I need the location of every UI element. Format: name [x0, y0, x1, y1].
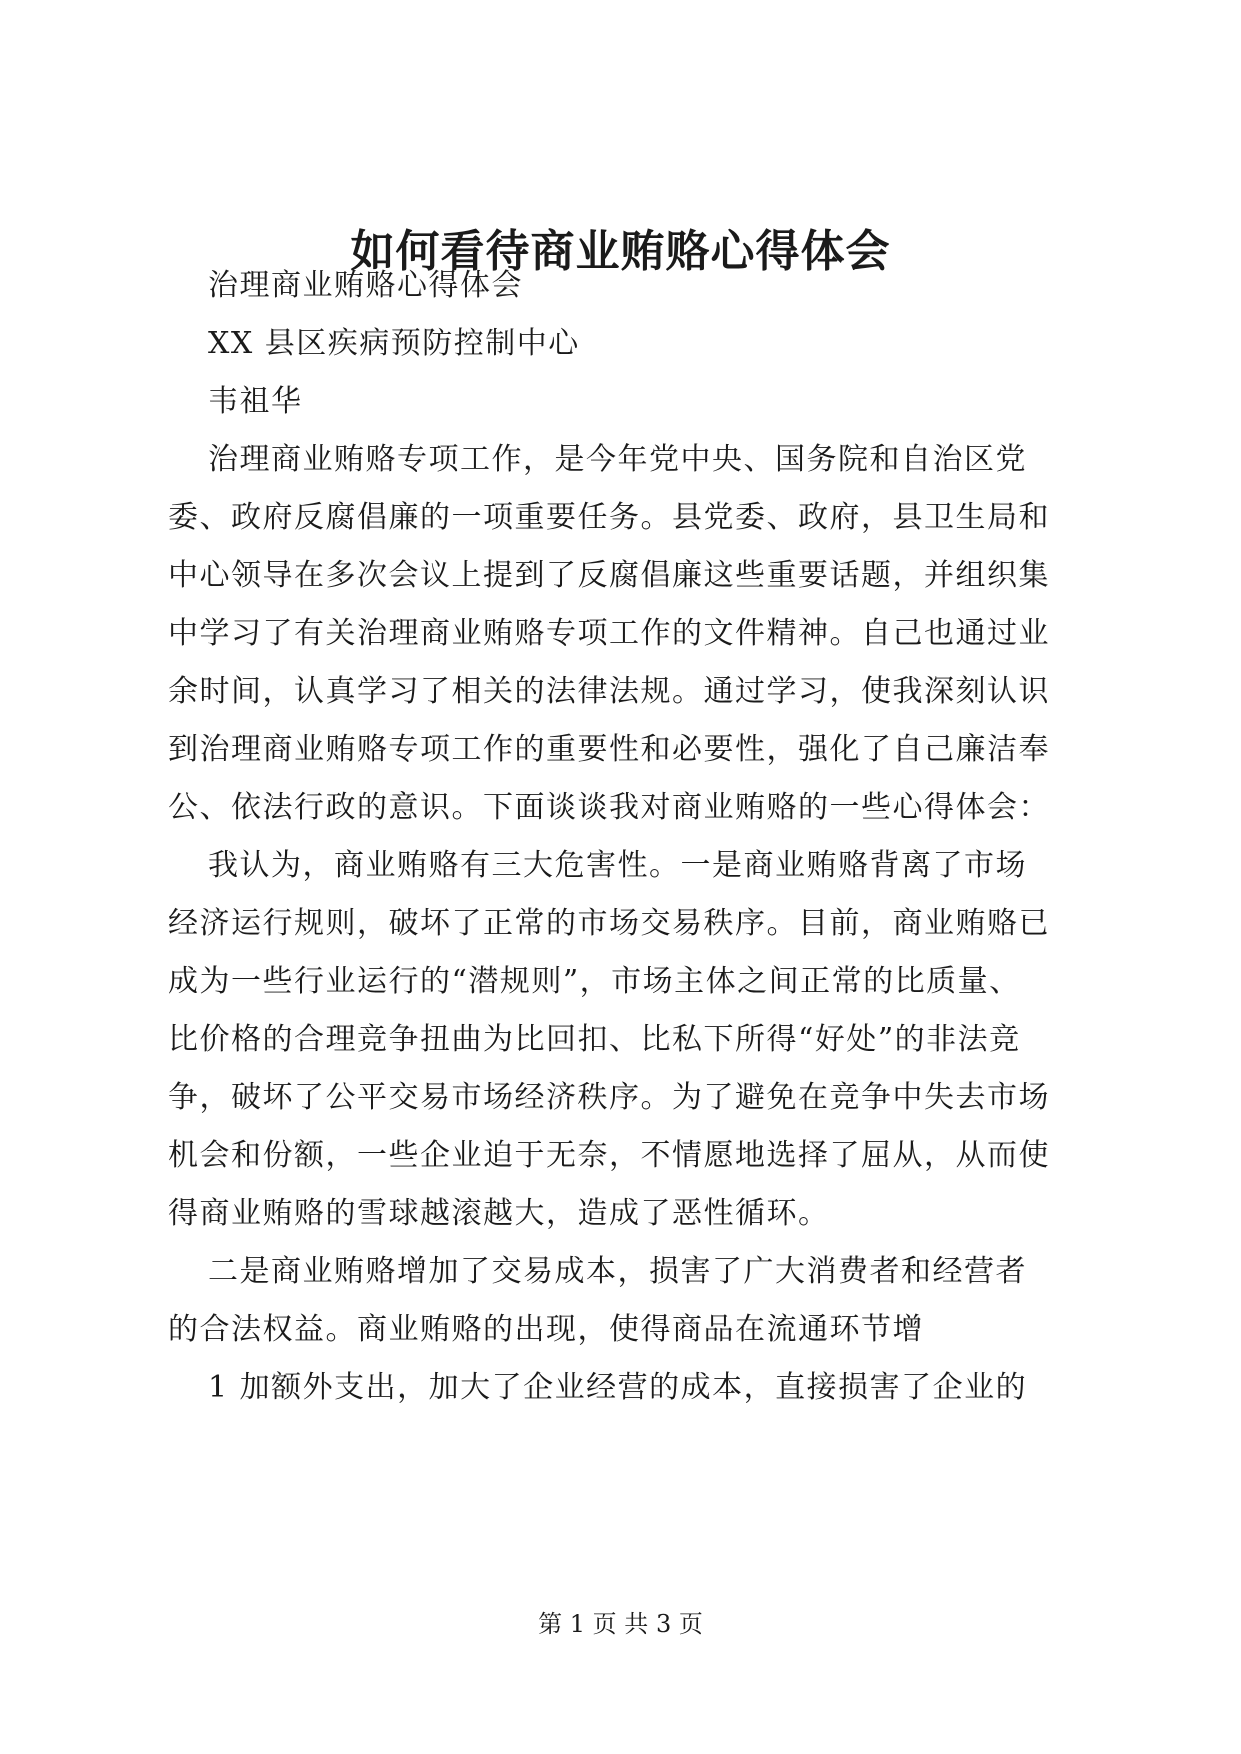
text-line: 治理商业贿赂心得体会	[208, 268, 523, 303]
text-line: 韦祖华	[208, 384, 303, 419]
text-line: 中学习了有关治理商业贿赂专项工作的文件精神。自己也通过业	[168, 616, 1050, 651]
text-line: 委、政府反腐倡廉的一项重要任务。县党委、政府，县卫生局和	[168, 500, 1050, 535]
text-line: 经济运行规则，破坏了正常的市场交易秩序。目前，商业贿赂已	[168, 906, 1050, 941]
text-line: 公、依法行政的意识。下面谈谈我对商业贿赂的一些心得体会：	[168, 790, 1050, 825]
text-line: 比价格的合理竞争扭曲为比回扣、比私下所得“好处”的非法竞	[168, 1022, 1021, 1057]
text-line: 1 加额外支出，加大了企业经营的成本，直接损害了企业的	[208, 1370, 1028, 1405]
text-line: 二是商业贿赂增加了交易成本，损害了广大消费者和经营者	[208, 1254, 1027, 1289]
text-line: XX 县区疾病预防控制中心	[208, 326, 580, 361]
page-footer: 第 1 页 共 3 页	[538, 1610, 703, 1638]
text-line: 机会和份额，一些企业迫于无奈，不情愿地选择了屈从，从而使	[168, 1138, 1050, 1173]
text-line: 的合法权益。商业贿赂的出现，使得商品在流通环节增	[168, 1312, 924, 1347]
text-line: 得商业贿赂的雪球越滚越大，造成了恶性循环。	[168, 1196, 830, 1231]
text-line: 余时间，认真学习了相关的法律法规。通过学习，使我深刻认识	[168, 674, 1050, 709]
text-line: 中心领导在多次会议上提到了反腐倡廉这些重要话题，并组织集	[168, 558, 1050, 593]
text-line: 成为一些行业运行的“潜规则”，市场主体之间正常的比质量、	[168, 964, 1021, 999]
page-title: 如何看待商业贿赂心得体会	[350, 226, 891, 277]
document-body	[168, 254, 1078, 1434]
text-line: 争，破坏了公平交易市场经济秩序。为了避免在竞争中失去市场	[168, 1080, 1050, 1115]
text-line: 我认为，商业贿赂有三大危害性。一是商业贿赂背离了市场	[208, 848, 1027, 883]
text-line: 到治理商业贿赂专项工作的重要性和必要性，强化了自己廉洁奉	[168, 732, 1050, 767]
text-line: 治理商业贿赂专项工作，是今年党中央、国务院和自治区党	[208, 442, 1027, 477]
